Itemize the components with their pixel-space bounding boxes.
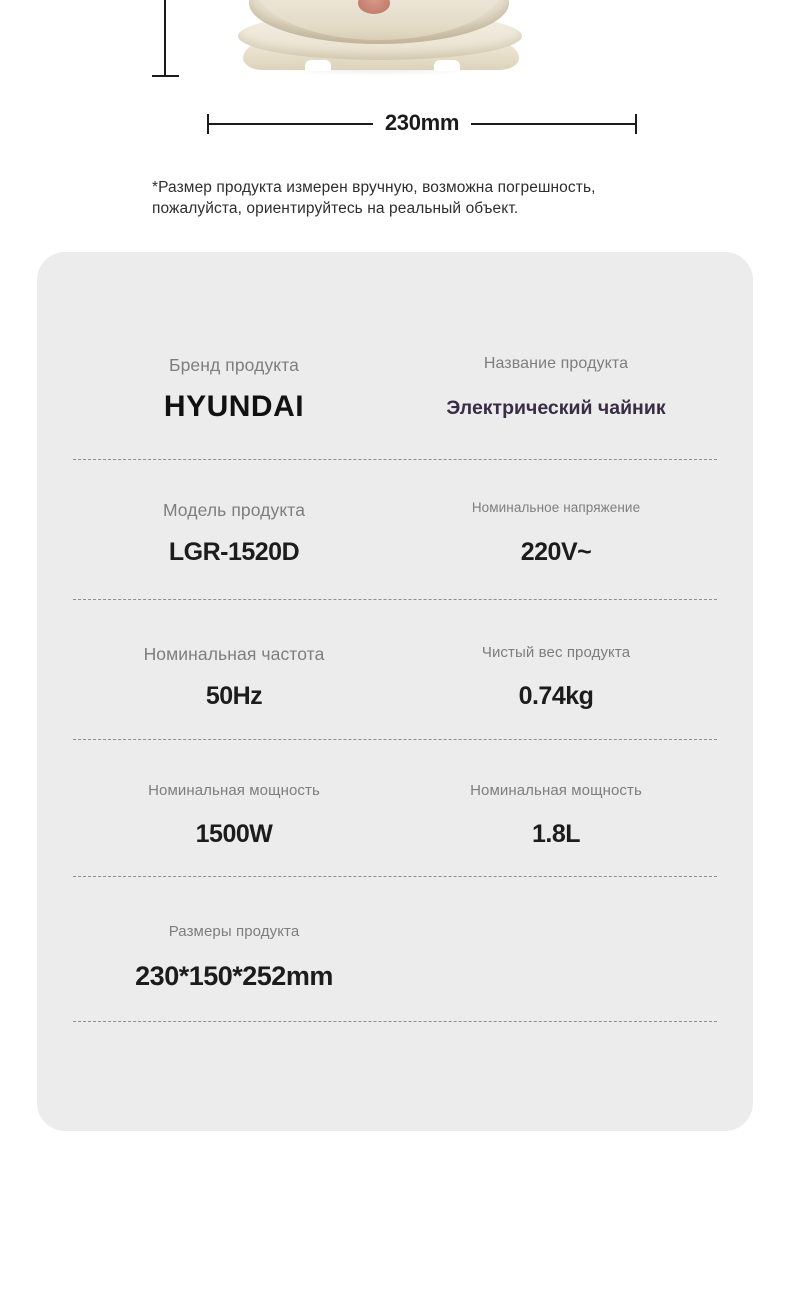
spec-model: [73, 500, 395, 599]
width-dimension-line-left: [209, 123, 373, 125]
measurement-disclaimer: [152, 177, 596, 219]
height-dimension-line: [164, 0, 166, 77]
spec-power-value: 1500W: [195, 820, 273, 848]
spec-model-label: Модель продукта: [162, 500, 306, 520]
width-dimension-label: 230mm: [384, 110, 460, 135]
spec-row-frequency-weight: [73, 600, 717, 740]
spec-dimensions-value: 230*150*252mm: [135, 961, 333, 991]
spec-row-power-volume: [73, 740, 717, 877]
spec-voltage: [395, 500, 717, 599]
spec-product-name-label: Название продукта: [483, 355, 629, 372]
width-dimension-line-right: [471, 123, 635, 125]
spec-power: [73, 782, 395, 876]
spec-voltage-label: Номинальное напряжение: [471, 500, 641, 515]
spec-row-model-voltage: [73, 460, 717, 600]
product-photo-section: [0, 0, 790, 240]
height-dimension-tick: [152, 75, 179, 77]
spec-product-name: [395, 355, 717, 459]
spec-frequency-label: Номинальная частота: [143, 644, 325, 664]
spec-product-name-value: Электрический чайник: [446, 397, 666, 419]
spec-dimensions: [73, 923, 395, 1021]
kettle-foot-notch: [305, 60, 331, 71]
kettle-product-image: [0, 0, 790, 110]
spec-weight: [395, 644, 717, 739]
spec-brand: [73, 355, 395, 459]
spec-row-brand-name: [73, 252, 717, 460]
specifications-card: [37, 252, 753, 1131]
spec-voltage-value: 220V~: [520, 538, 592, 566]
spec-volume: [395, 782, 717, 876]
spec-weight-label: Чистый вес продукта: [481, 644, 631, 661]
spec-frequency-value: 50Hz: [205, 682, 263, 710]
spec-dimensions-label: Размеры продукта: [168, 923, 300, 940]
spec-brand-label: Бренд продукта: [168, 355, 299, 375]
spec-model-value: LGR-1520D: [168, 538, 300, 566]
spec-frequency: [73, 644, 395, 739]
spec-row-dimensions: [73, 877, 717, 1022]
spec-volume-value: 1.8L: [531, 820, 581, 848]
disclaimer-line-1: *Размер продукта измерен вручную, возможна погрешность,: [152, 179, 596, 196]
spec-power-label: Номинальная мощность: [148, 782, 320, 799]
disclaimer-line-2: пожалуйста, ориентируйтесь на реальный объект.: [152, 200, 519, 217]
spec-volume-label: Номинальная мощность: [470, 782, 642, 799]
spec-weight-value: 0.74kg: [518, 682, 594, 710]
spec-brand-value: HYUNDAI: [163, 390, 305, 423]
kettle-foot-notch: [434, 60, 460, 71]
spec-cell-empty: [395, 923, 717, 1021]
width-dimension-tick-right: [635, 114, 637, 134]
